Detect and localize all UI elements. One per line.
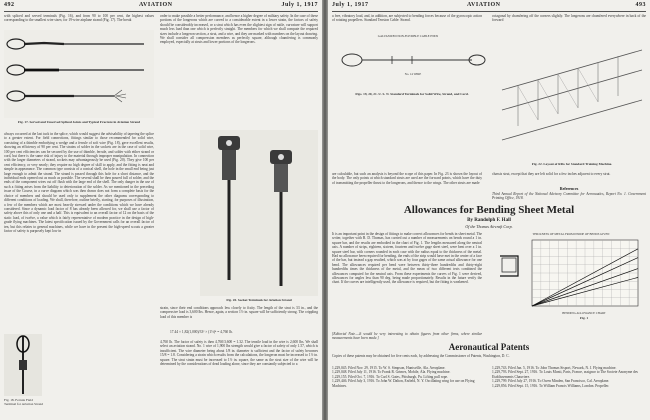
chart-xlabel: BENDING ALLOWANCE CHART: [562, 311, 606, 315]
chart-figure-label: Fig. 1: [579, 316, 589, 320]
left-page: [0, 0, 322, 420]
right-mid-left-text: are calculable, but such an analysis is beyond the scope of this paper. In Fig. 23 is shown the layout of the body. The only points at which standard struts are used are the forward points, which have the duty of transmitting the propeller thrust to the longerons, and thence to the wings. The other struts are made: [332, 172, 482, 185]
fig19-cable-label: GALVANIZED NON-FLEXIBLE CABLE ENDS: [377, 34, 439, 38]
patent-entry: 1,229,856. Filed Sept. 15, 1916. To William Francis Williams, London. Propeller.: [492, 383, 610, 388]
article-body-text: It is an important point in the design of fittings to make correct allowances for bends in sheet metal. The writer, together with B. D. Thomas, has carried out a number of measurements on bends round a 1 in. square bar, and the results are embodied in the chart of Fig. 1. The lengths measured along the neutral axis. A number of strips, eighteen, sixteen, fourteen and twelve gage sheet steel, were bent over a 1 in. square steel bar, with corners rounded in each case with the radius equal to the thickness of the metal. Had no allowance been required for bending, the ends of the strip would have met in the center of a face of the bar, but instead a gap resulted, which was at by four gages of the same actual allowance for one bend. The allowances required per bend were between thirty-three hundredths and thirty-eight hundredths times the thickness of the metal, and the mean of two different tests combined the allowances computed for the neutral axis. From these experiments the curves of Fig. 1 were derived, allowances for angles less than 90 deg. being made proportionately. Results in the future verify the chart. If the curves are intelligently used, the allowance is required, but the fitting is weakened.: [332, 232, 482, 285]
right-head-rule: [332, 11, 646, 12]
patent-entry: 1,229,793. Filed Sept. 27, 1916. To Louis Monti, Paris, France, assignor to The Societe Anonyme des Etablissements Chauviere.: [492, 370, 638, 379]
patents-left-list: [332, 366, 484, 418]
references-text: Third Annual Report of the National Advisory Committee for Aeronautics, Report No. 1. Government Printing Office, 1918.: [492, 192, 646, 201]
patent-entry: 1,229,446. Filed July 3, 1916. To John W. Dalton, Enfield, N. Y. Oscillating wing for use on Flying Machines.: [332, 379, 475, 388]
fig22-illustration: [498, 30, 646, 160]
fig19-caption: Figs. 19, 20, 21. U. S. N. Standard Terminals for Solid Wire, Strand, and Cord.: [355, 92, 469, 96]
left-head-rule: [4, 11, 318, 12]
right-page: [328, 0, 650, 420]
left-date: July 1, 1917: [281, 2, 318, 8]
left-journal-title: AVIATION: [139, 2, 173, 8]
right-page-number: 493: [635, 2, 646, 8]
fig22-caption: Fig. 22. Layout of Ribs for Standard Training Machine.: [531, 162, 613, 166]
patent-entry: 1,229,743. Filed Jan. 5, 1916. To John Thomas Sisport, Newark, N. J. Flying machine.: [492, 366, 617, 370]
patents-heading: Aeronautical Patents: [448, 342, 530, 352]
references-heading: References: [559, 186, 579, 191]
fig19-illustration: [332, 30, 492, 90]
patents-intro: Copies of these patents may be obtained for five cents each, by addressing the Commissioner of Patents, Washington, D. C.: [332, 354, 510, 358]
left-col1-main-text: always occurred at the last tuck in the splice, which would suggest the advisability of tapering the splice to a greater extent. For field connections, fittings similar to those recommended for solid wire, consisting of a thimble embodying a wedge and a ferrule of soft wire (Fig. 18), gave excellent results, showing an efficiency of 90 per cent. The strains of solder in the sockets are in the case of solid wire, 100 per cent efficiencies can be secured by the use of thimble, ferrule, and solder with either strand or cord, but there is the same risk of injury to the material through improper manipulation. In connection with the larger diameters of strand, sockets may advantageously be used (Fig. 20). They give 100 per cent efficiency, or very nearly; they require no high degree of skill to apply, and the fitting is neat and simple in appearance. The common type consists of a conical shell, the hole in the small end being just large enough to admit the strand. The strand is passed through this hole for a short distance, and the individual ends opened out as much as possible. The several shall be then poured full of solder, and the ends of the component wires cut off flush with the large end of the shell. The only danger in the use of such a fitting arises from the liability to deterioration of the solder. As we mentioned in the preceding issue of the Course, in a curve diagram which was then drawn does not form a complete basis for the choice of members and should be used only to supplement the other diagrams corresponding to different conditions of loading. We shall, therefore, outline briefly, starting, for purposes of illustration, a few of the members which are most heavily stressed under the conditions which we have already considered. Since a dynamic load factor of 8 has already been allowed for, we shall use a factor of safety above this of only one and a half. This is equivalent to an overall factor of 12 on the basis of the static load, of twelve, a value which is fairly representative of modern practice in the design of high-grade flying machines. The latest specification issued by the Government calls for an overall factor of ten, but this relates to general machines, while we have in the present the high-speed scouts a greater factor of safety is purposely kept low in: [4, 132, 154, 233]
patents-right-list: [492, 366, 646, 418]
bend-diagram-illustration: [496, 250, 524, 290]
left-col2-bottom-text: 4,760 lb. The factor of safety is then 4,760/3,600 = 1.32. The tensile load in the wire is 2,600 lbs. We shall select an aviation strand. No. 1 wire of 1,900 lbs strength would give a factor of safety of only 1.57, which is insufficient. The wire diameter being about 1/8 in. diameter is sufficient and the factor of safety becomes 15/8 = 1.8. Considering a strain which results from the calculations, the longeron must be increased to 1½ in. square. The strut strain must be increased to 1½ in. square, the same as the strut size of the wire will be determined by the considerations of dead loading alone, since they are constantly subjected to a: [160, 340, 318, 367]
fig20-illustration: [200, 130, 318, 296]
fig17-illustration: [4, 30, 154, 118]
chart-title: THICKNESS OF METAL FROM INSIDE OF BENDS GIVEN: [532, 232, 610, 236]
article-footnote: [Editorial Note.—It would be very interesting to obtain figures from other firms, where similar measurements have been made.]: [332, 332, 482, 340]
left-col2-top-text: order to make possible a better performance, and hence a higher degree of military safety. In the case of these portions of the longerons which are curved to a considerable extent in a lower strain, the factors of safety should be considerably increased, or a strut which has even the slightest sign of rattle, curvature will support much less load than one which is perfectly straight. The members for which we shall compute the required sizes include a longeron section, a strut, and a wire, and they are marked with numbers on the layout drawing. We shall consider all compression members as perfectly square, although chamfering is commonly employed, especially at struts and lower portions of the longerons.: [160, 14, 318, 45]
left-col2-mid-text: strain, since their end conditions approach less closely to fixity. The length of the strut is 33 in., and the compressive load is 3,600 lbs. Hence, again, a section 1½ in. square will be sufficiently strong. The crippling load of this member is: [160, 306, 318, 319]
patent-entry: 1,229,799. Filed July 27, 1916. To Owen Minden, San Francisco, Cal. Aeroplane.: [492, 379, 610, 384]
patent-entry: 1,229,155. Filed Oct. 7, 1916. To Carl S. Gates, Pittsburgh, Pa. Lifting pull rope.: [332, 374, 449, 379]
fig19-wire-label: No. 14 WIRE: [404, 72, 422, 76]
fig18-illustration: [4, 334, 42, 396]
right-date: July 1, 1917: [332, 2, 369, 8]
article-affiliation: Of the Thomas Aircraft Corp.: [465, 224, 513, 229]
left-col1-top-text: with spliced and served terminals (Fig. 16), and from 90 to 100 per cent, the highest values corresponding to the smallest wire sizes; for 19-wire airplane strand (Fig. 17). The break: [4, 14, 154, 23]
bending-allowance-chart: [528, 238, 640, 310]
right-top-right-text: octagonal by chamfering off the corners slightly. The longerons are chamfered everywhere in back of the forward: [492, 14, 646, 23]
patent-entry: 1,229,048. Filed July 11, 1916. To Frank R. Grimes, Mobile, Ala. Flying machine.: [332, 370, 451, 375]
fig17-caption: Fig. 17. Served and Unserved Spliced Joints and Typical Fracture in Aviation Strand: [17, 120, 140, 124]
article-title: Allowances for Bending Sheet Metal: [403, 204, 575, 216]
left-page-number: 492: [4, 2, 15, 8]
patent-entry: 1,229,045. Filed Nov. 29, 1915. To W. S. Simpson, Huntsville, Ala. Aeroplane.: [332, 366, 446, 370]
fig18-caption: Fig. 18. Ferrule Field Terminal for Aviation Strand: [4, 398, 43, 406]
formula-crippling-load: 17.44 × 1,82(1,000)/33² × (1½)⁴ = 4,760 lb.: [170, 330, 233, 334]
article-author: By Randolph F. Hall: [467, 218, 511, 223]
right-mid-right-text: chassis strut, except that they are left solid for a few inches adjacent to every strut.: [492, 172, 611, 176]
fig20-caption: Fig. 20. Socket Terminals for Aviation Strand: [226, 298, 292, 302]
right-journal-title: AVIATION: [467, 2, 501, 8]
right-top-left-text: a free, vibratory load, and, in addition, are subjected to bending forces because of the gyroscopic action of rotating propellers. Standard Tension Cable: Strand.: [332, 14, 482, 23]
